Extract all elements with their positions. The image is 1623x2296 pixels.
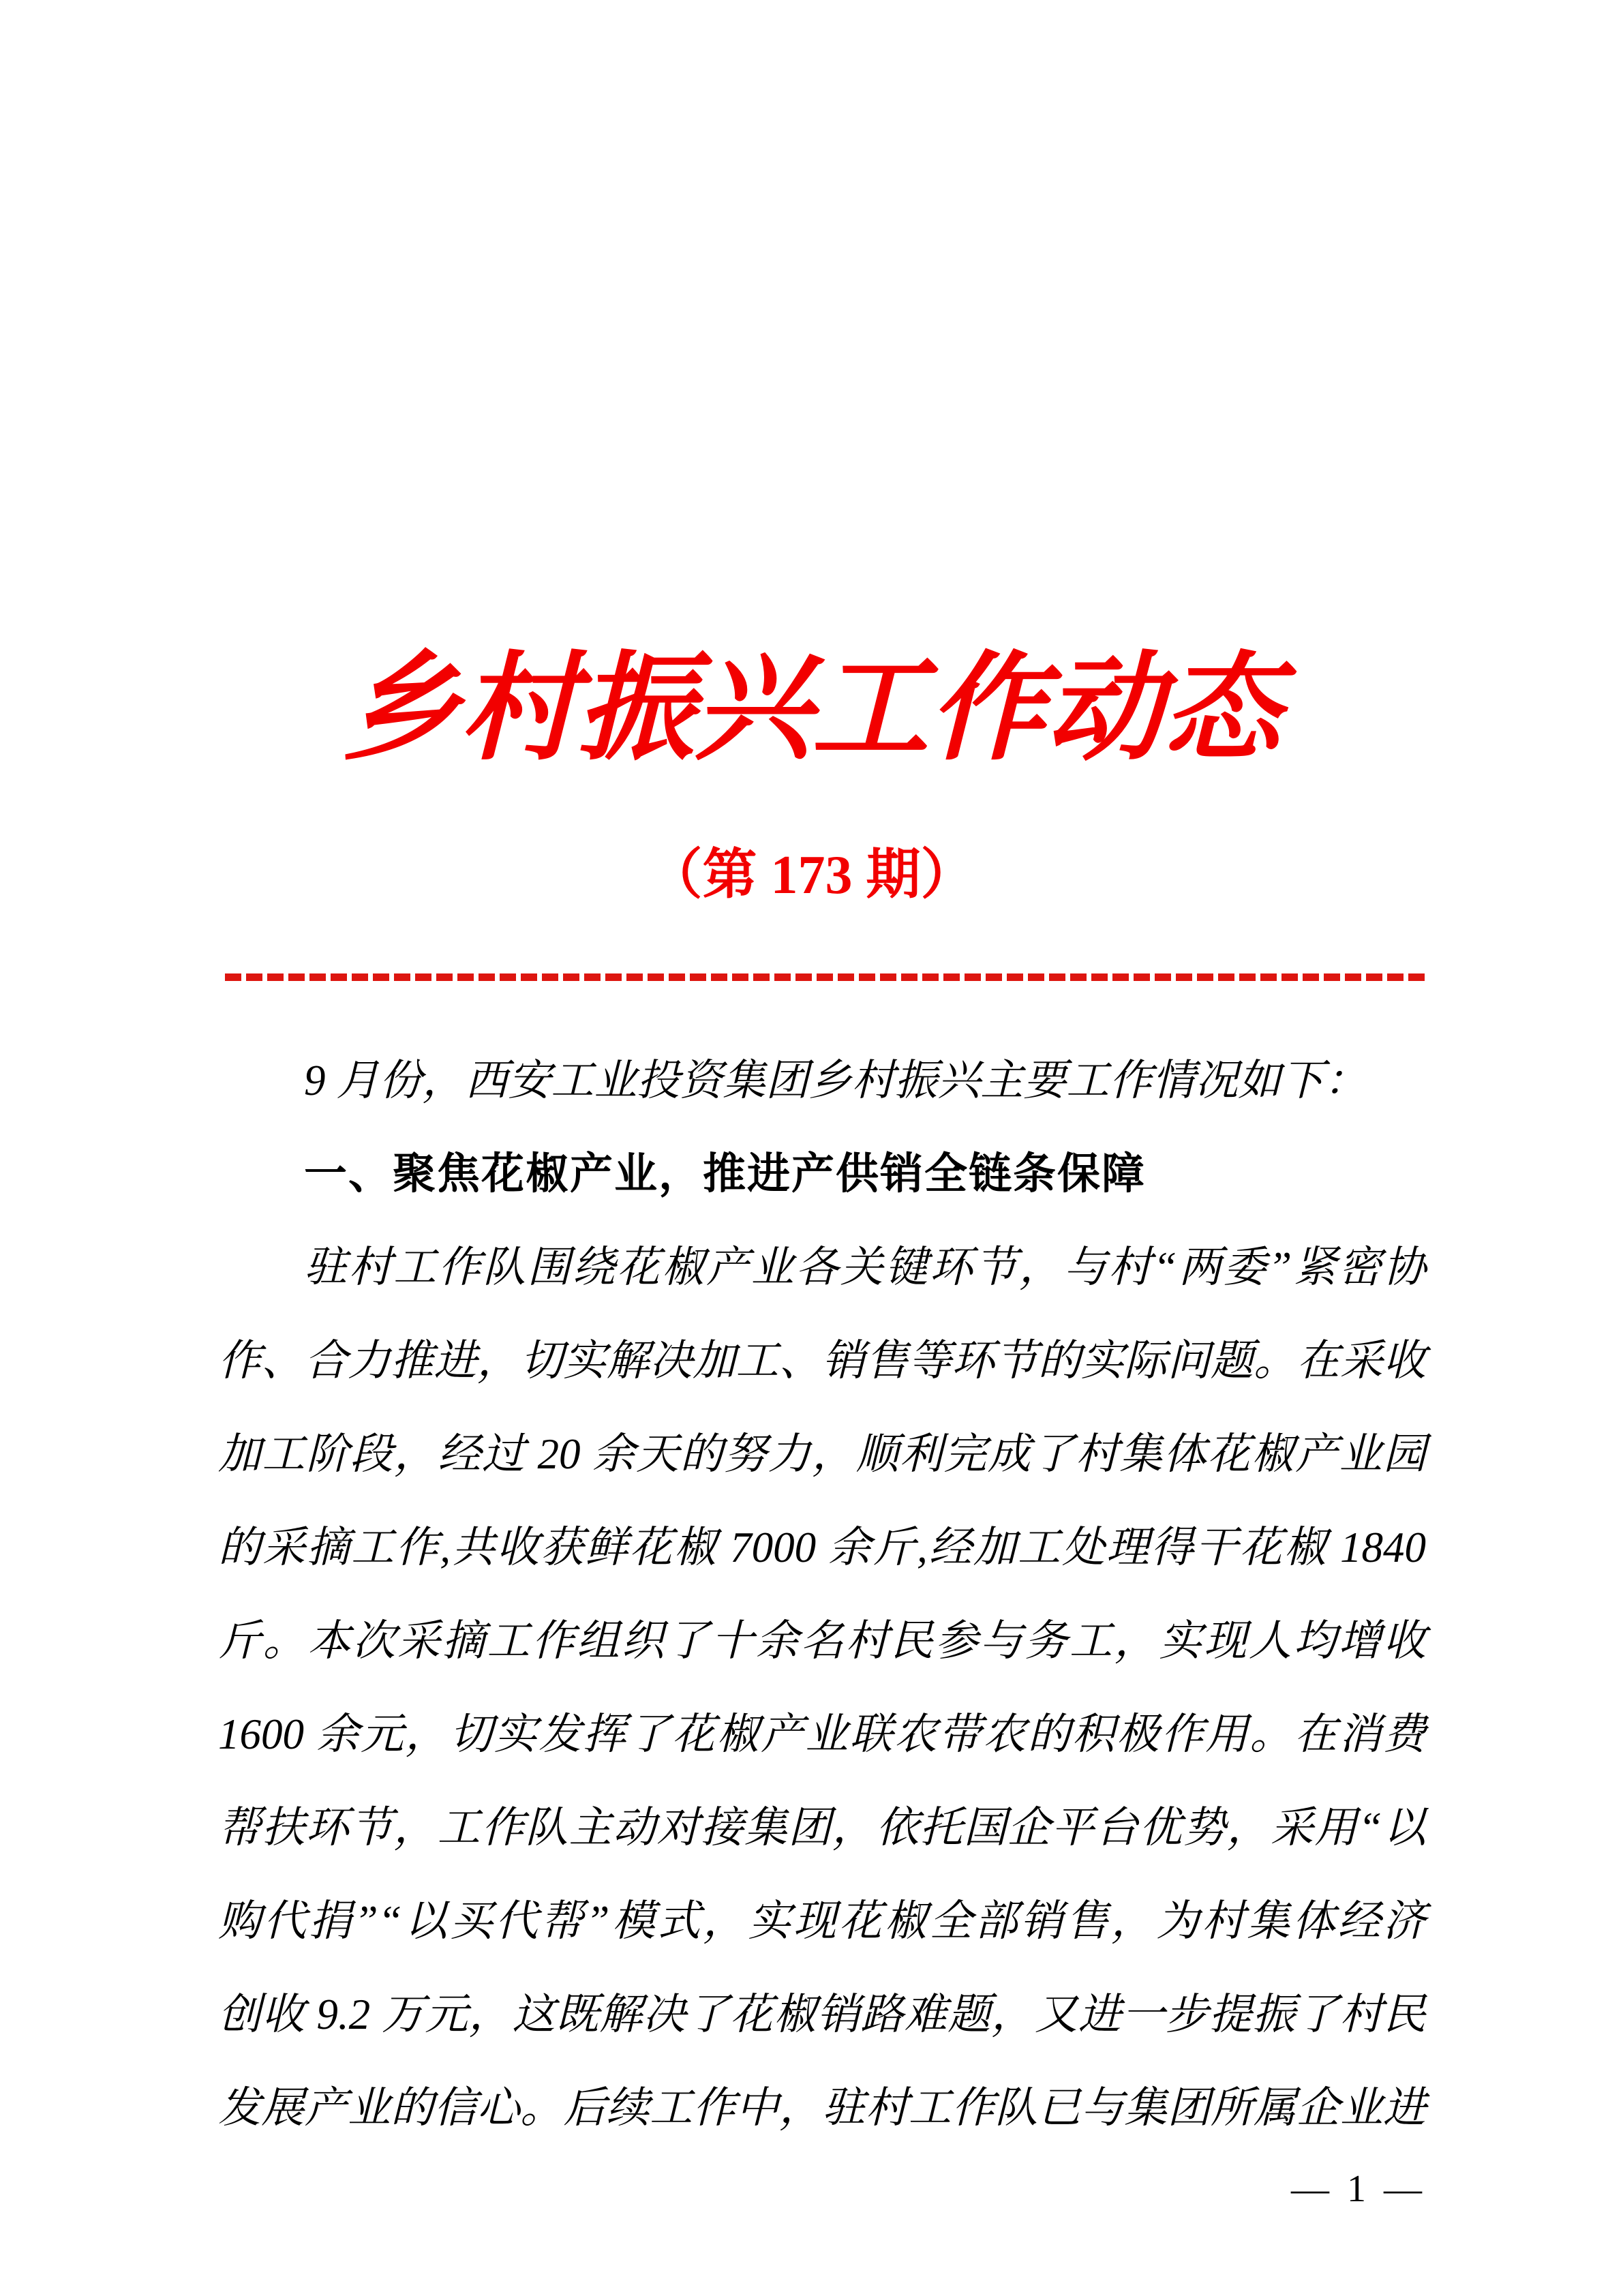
document-body <box>218 1034 1426 2155</box>
body-line: 帮扶环节，工作队主动对接集团，依托国企平台优势，采用“以 <box>218 1804 1426 1852</box>
body-line: 斤。本次采摘工作组织了十余名村民参与务工，实现人均增收 <box>218 1617 1426 1665</box>
page-number: — 1 — <box>1291 2168 1426 2210</box>
body-line: 驻村工作队围绕花椒产业各关键环节，与村“两委”紧密协 <box>304 1243 1426 1291</box>
body-line: 作、合力推进，切实解决加工、销售等环节的实际问题。在采收 <box>218 1337 1426 1385</box>
body-line: 创收 9.2 万元，这既解决了花椒销路难题，又进一步提振了村民 <box>218 1991 1426 2038</box>
body-line: 1600 余元，切实发挥了花椒产业联农带农的积极作用。在消费 <box>218 1710 1426 1758</box>
section-heading: 一、聚焦花椒产业，推进产供销全链条保障 <box>304 1150 1146 1198</box>
body-line: 的采摘工作,共收获鲜花椒 7000 余斤,经加工处理得干花椒 1840 <box>218 1524 1426 1571</box>
issue-number: （第 173 期） <box>648 845 975 905</box>
red-dashed-divider <box>225 973 1428 981</box>
body-line: 购代捐”“以买代帮”模式，实现花椒全部销售，为村集体经济 <box>218 1897 1426 1945</box>
intro-line: 9 月份，西安工业投资集团乡村振兴主要工作情况如下： <box>304 1057 1367 1104</box>
masthead <box>0 0 1623 981</box>
bulletin-title: 乡村振兴工作动态 <box>342 645 1281 774</box>
body-line: 发展产业的信心。后续工作中，驻村工作队已与集团所属企业进 <box>218 2084 1426 2132</box>
page-footer <box>218 2167 1426 2211</box>
body-line: 加工阶段，经过 20 余天的努力，顺利完成了村集体花椒产业园 <box>218 1430 1426 1478</box>
